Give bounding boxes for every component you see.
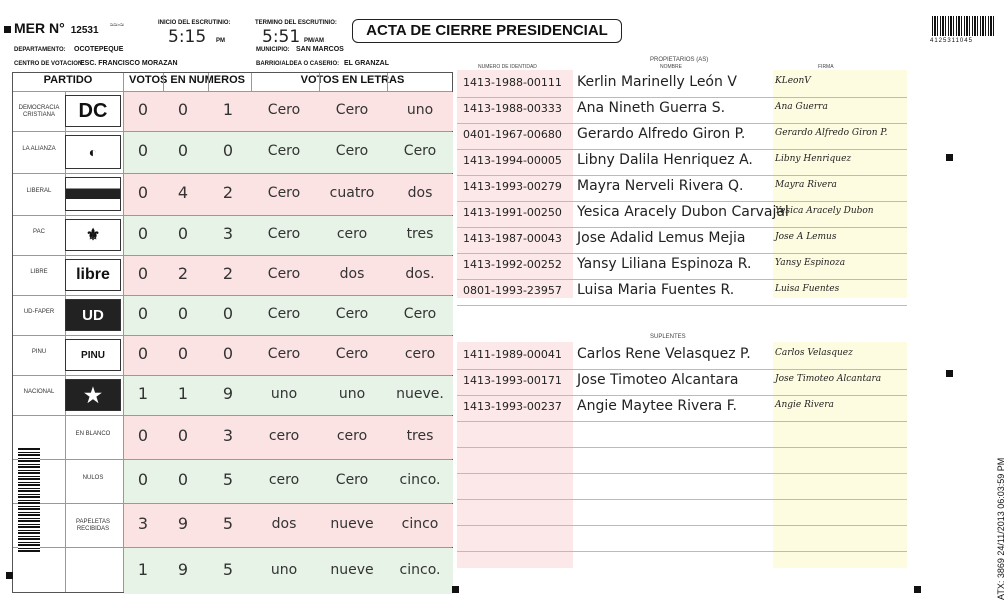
vote-word: cero [268, 428, 300, 444]
party-logo-icon [65, 177, 121, 211]
vote-word: uno [270, 561, 298, 578]
vote-digit: 9 [177, 514, 189, 533]
member-name: Mayra Nerveli Rivera Q. [577, 178, 744, 194]
centro-label: CENTRO DE VOTACION: [14, 61, 85, 67]
member-name: Luisa Maria Fuentes R. [577, 282, 735, 298]
member-dni: 1413-1992-00252 [463, 258, 562, 271]
vote-digit: 5 [222, 559, 234, 579]
registration-mark [946, 370, 953, 377]
party-logo-icon: ◐ [65, 135, 121, 169]
vote-digit: 1 [177, 384, 189, 403]
vote-digit: 3 [222, 426, 234, 445]
member-dni: 1413-1994-00005 [463, 154, 562, 167]
registration-mark [914, 586, 921, 593]
row-line [13, 91, 452, 92]
vote-word: dos. [405, 266, 435, 282]
vote-word: nueve. [396, 386, 444, 402]
member-signature: Jose Timoteo Alcantara [775, 374, 882, 384]
vote-digit: 9 [222, 384, 234, 403]
row-line [13, 459, 452, 460]
party-label: PAPELETAS RECIBIDAS [75, 519, 111, 532]
vote-digit: 2 [222, 183, 234, 202]
member-row [457, 124, 907, 150]
member-dni: 1413-1987-00043 [463, 232, 562, 245]
party-label: DEMOCRACIA CRISTIANA [18, 105, 60, 118]
row-line [13, 547, 452, 548]
suplentes-header: SUPLENTES [650, 334, 686, 340]
vote-digit: 0 [137, 304, 149, 323]
member-signature: Jose A Lemus [775, 232, 837, 242]
row-line [13, 173, 452, 174]
vote-word: cero [268, 472, 300, 488]
vote-word: dos [339, 266, 365, 282]
member-signature: Yesica Aracely Dubon [775, 206, 874, 216]
row-line [13, 215, 452, 216]
vote-word: Cero [335, 346, 369, 362]
vote-digit: 0 [177, 470, 189, 489]
member-name: Carlos Rene Velasquez P. [577, 346, 751, 362]
vote-digit: 1 [137, 559, 149, 579]
member-row [457, 254, 907, 280]
barcode-icon [932, 16, 996, 36]
member-signature: Luisa Fuentes [775, 284, 840, 294]
vote-digit: 0 [222, 304, 234, 323]
registration-mark [6, 572, 13, 579]
vote-digit: 0 [177, 426, 189, 445]
party-logo-icon: PINU [65, 339, 121, 371]
member-dni: 1413-1988-00111 [463, 76, 562, 89]
vote-word: Cero [335, 472, 369, 488]
vote-digit: 0 [137, 426, 149, 445]
vote-digit: 9 [177, 559, 189, 579]
member-signature: Yansy Espinoza [775, 258, 846, 268]
row-line [13, 503, 452, 504]
vote-word: Cero [403, 143, 437, 159]
side-barcode-icon [18, 448, 40, 552]
vote-word: nueve [330, 561, 374, 578]
barrio-label: BARRIO/ALDEA O CASERIO: [256, 61, 340, 67]
firma-col-header: FIRMA [818, 64, 834, 70]
vote-digit: 5 [222, 514, 234, 533]
col-partido-header: PARTIDO [43, 74, 93, 86]
nombre-col-header: NOMBRE [660, 64, 682, 70]
party-label: LIBERAL [26, 188, 52, 194]
vote-digit: 0 [137, 470, 149, 489]
member-name: Kerlin Marinelly León V [577, 74, 737, 90]
municipio-label: MUNICIPIO: [256, 47, 290, 53]
member-row [457, 202, 907, 228]
vote-word: Cero [335, 102, 369, 118]
col-letras-header: VOTOS EN LETRAS [300, 74, 405, 86]
vote-digit: 1 [222, 100, 234, 119]
vote-digit: 0 [222, 344, 234, 363]
vote-word: uno [338, 386, 366, 402]
party-logo-icon: DC [65, 95, 121, 127]
member-row [457, 176, 907, 202]
inicio-time: 5:15 [168, 27, 207, 47]
party-label: UD-FAPER [23, 309, 55, 315]
member-row [457, 228, 907, 254]
termino-label: TERMINO DEL ESCRUTINIO: [255, 20, 337, 26]
vote-digit: 0 [177, 100, 189, 119]
vote-word: uno [406, 102, 434, 118]
member-name: Jose Adalid Lemus Mejia [577, 230, 746, 246]
propietarios-header: PROPIETARIOS (AS) [650, 57, 709, 63]
member-name: Yesica Aracely Dubon Carvajal [577, 204, 789, 220]
centro-value: ESC. FRANCISCO MORAZAN [80, 60, 178, 67]
vote-digit: 2 [222, 264, 234, 283]
member-dni: 0401-1967-00680 [463, 128, 562, 141]
vote-digit: 0 [177, 344, 189, 363]
barcode-number: 4125311045 [930, 38, 973, 44]
vote-digit: 3 [137, 514, 149, 533]
member-row [457, 370, 907, 396]
inicio-label: INICIO DEL ESCRUTINIO: [158, 20, 231, 26]
registration-mark [452, 586, 459, 593]
row-line [13, 131, 452, 132]
vote-word: cuatro [329, 185, 375, 201]
member-dni: 1413-1993-00171 [463, 374, 562, 387]
member-dni: 0801-1993-23957 [463, 284, 562, 297]
member-name: Yansy Liliana Espinoza R. [577, 256, 752, 272]
vote-word: Cero [267, 143, 301, 159]
barrio-value: EL GRANZAL [344, 60, 389, 67]
empty-row [457, 500, 907, 526]
member-signature: Carlos Velasquez [775, 348, 853, 358]
member-name: Angie Maytee Rivera F. [577, 398, 737, 414]
termino-suffix: PM/AM [304, 38, 324, 44]
page-title: ACTA DE CIERRE PRESIDENCIAL [352, 19, 622, 43]
vote-digit: 4 [177, 183, 189, 202]
party-logo-icon: UD [65, 299, 121, 331]
member-signature: Libny Henriquez [775, 154, 852, 164]
member-name: Gerardo Alfredo Giron P. [577, 126, 746, 142]
inicio-suffix: PM [216, 38, 225, 44]
registration-mark [946, 154, 953, 161]
party-label: LIBRE [30, 269, 48, 275]
vote-digit: 3 [222, 224, 234, 243]
party-label: PINU [31, 349, 47, 355]
vote-word: cero [336, 226, 368, 242]
member-name: Libny Dalila Henriquez A. [577, 152, 753, 168]
vote-digit: 0 [137, 141, 149, 160]
member-row [457, 344, 907, 370]
empty-row [457, 422, 907, 448]
member-signature: Gerardo Alfredo Giron P. [775, 128, 888, 138]
member-signature: Angie Rivera [775, 400, 834, 410]
vote-word: tres [406, 226, 434, 242]
member-signature: Mayra Rivera [775, 180, 837, 190]
mer-number: MER N° 12531 [14, 20, 99, 36]
vote-digit: 0 [137, 100, 149, 119]
vote-digit: 0 [137, 224, 149, 243]
vote-word: uno [270, 386, 298, 402]
col-numeros-header: VOTOS EN NUMEROS [129, 74, 245, 86]
vote-word: cero [336, 428, 368, 444]
vote-word: cinco. [399, 561, 441, 578]
dni-col-header: NUMERO DE IDENTIDAD [478, 64, 537, 70]
vote-digit: 0 [177, 304, 189, 323]
vote-word: Cero [267, 185, 301, 201]
party-logo-icon: ⚜ [65, 219, 121, 251]
member-signature: KLeonV [775, 76, 811, 86]
vote-digit: 0 [137, 344, 149, 363]
row-line [13, 375, 452, 376]
vote-word: Cero [335, 143, 369, 159]
member-row [457, 98, 907, 124]
member-dni: 1413-1988-00333 [463, 102, 562, 115]
vote-word: Cero [267, 346, 301, 362]
party-logo-icon: ★ [65, 379, 121, 411]
vote-word: dos [271, 516, 297, 532]
member-dni: 1413-1991-00250 [463, 206, 562, 219]
row-line [13, 335, 452, 336]
empty-row [457, 526, 907, 552]
member-row [457, 72, 907, 98]
vote-word: cero [404, 346, 436, 362]
vote-word: dos [407, 185, 433, 201]
vote-word: nueve [330, 516, 374, 532]
votes-table [12, 72, 453, 593]
vote-word: Cero [403, 306, 437, 322]
party-logo-icon: libre [65, 259, 121, 291]
vote-digit: 0 [137, 264, 149, 283]
member-row [457, 280, 907, 306]
member-name: Ana Nineth Guerra S. [577, 100, 726, 116]
member-row [457, 396, 907, 422]
party-label: NULOS [82, 475, 104, 481]
row-line [13, 415, 452, 416]
member-dni: 1413-1993-00237 [463, 400, 562, 413]
vote-word: tres [406, 428, 434, 444]
departamento-label: DEPARTAMENTO: [14, 47, 66, 53]
party-label: EN BLANCO [75, 431, 111, 437]
party-label: PAC [33, 229, 45, 235]
logo-mark: ≈≈◦≈ [110, 22, 125, 29]
vote-digit: 2 [177, 264, 189, 283]
vote-word: Cero [267, 102, 301, 118]
vote-word: Cero [267, 226, 301, 242]
member-signature: Ana Guerra [775, 102, 828, 112]
timestamp-stamp: ATX: 3869 24/11/2013 06:03:59 PM [996, 457, 1006, 600]
vote-word: Cero [267, 306, 301, 322]
vote-digit: 0 [177, 224, 189, 243]
vote-digit: 1 [137, 384, 149, 403]
vote-digit: 0 [222, 141, 234, 160]
member-name: Jose Timoteo Alcantara [577, 372, 739, 388]
member-row [457, 150, 907, 176]
member-dni: 1411-1989-00041 [463, 348, 562, 361]
municipio-value: SAN MARCOS [296, 46, 344, 53]
empty-row [457, 474, 907, 500]
vote-word: Cero [335, 306, 369, 322]
row-line [13, 255, 452, 256]
departamento-value: OCOTEPEQUE [74, 46, 124, 53]
vote-word: cinco. [399, 472, 441, 488]
vote-digit: 5 [222, 470, 234, 489]
party-label: LA ALIANZA [22, 146, 56, 152]
vote-digit: 0 [177, 141, 189, 160]
row-line [13, 295, 452, 296]
vote-digit: 0 [137, 183, 149, 202]
empty-row [457, 448, 907, 474]
member-dni: 1413-1993-00279 [463, 180, 562, 193]
termino-time: 5:51 [262, 27, 301, 47]
vote-word: cinco [401, 516, 439, 532]
registration-mark [4, 26, 11, 33]
vote-word: Cero [267, 266, 301, 282]
party-label: NACIONAL [23, 389, 55, 395]
